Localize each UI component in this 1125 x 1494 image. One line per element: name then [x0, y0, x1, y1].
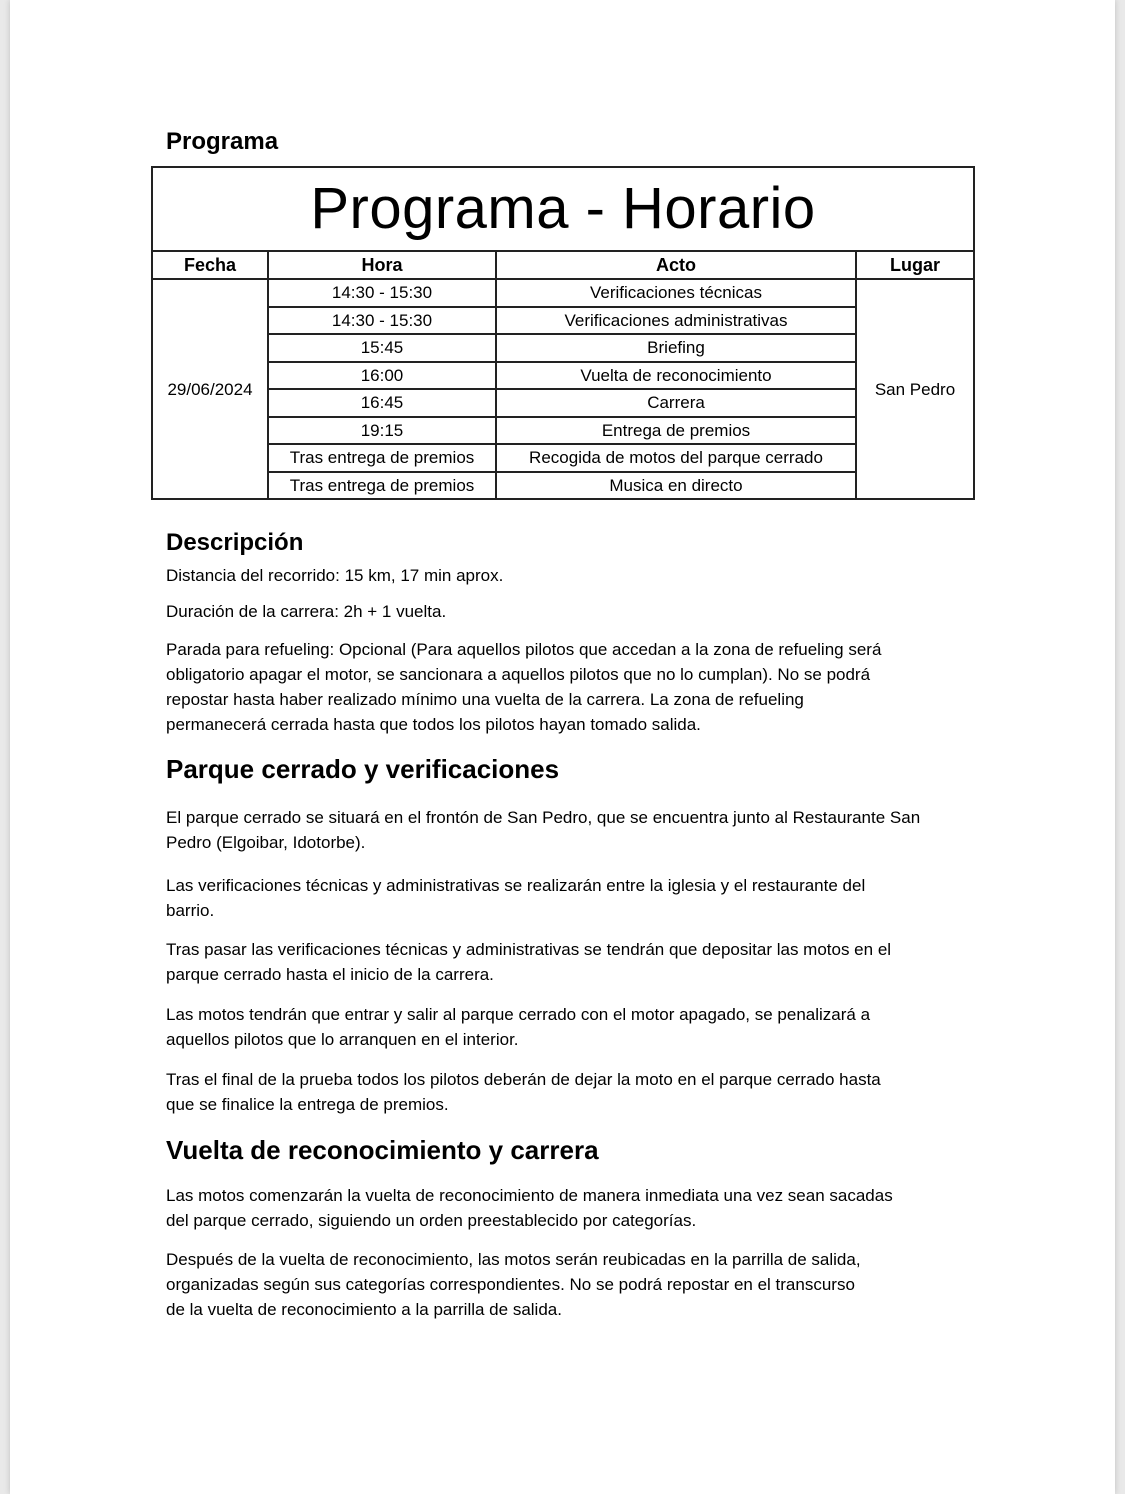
acto-cell: Carrera — [496, 389, 856, 417]
duracion-text: Duración de la carrera: 2h + 1 vuelta. — [166, 602, 447, 621]
text-line: Las verificaciones técnicas y administrativas se realizarán entre la iglesia y el restaurante del — [166, 876, 866, 895]
text-line: Después de la vuelta de reconocimiento, las motos serán reubicadas en la parrilla de salida, — [166, 1250, 861, 1269]
vuelta-paragraph-2 — [166, 1247, 986, 1322]
parque-paragraph-4 — [166, 1002, 986, 1052]
acto-cell: Vuelta de reconocimiento — [496, 362, 856, 390]
schedule-table — [151, 166, 975, 500]
text-line: Pedro (Elgoibar, Idotorbe). — [166, 833, 366, 852]
column-header-hora: Hora — [268, 251, 496, 279]
text-line: organizadas según sus categorías correspondientes. No se podrá repostar en el transcurso — [166, 1275, 855, 1294]
hora-cell: Tras entrega de premios — [268, 472, 496, 500]
text-line: repostar hasta haber realizado mínimo una vuelta de la carrera. La zona de refueling — [166, 690, 804, 709]
text-line: Tras el final de la prueba todos los pilotos deberán de dejar la moto en el parque cerrado hasta — [166, 1070, 881, 1089]
acto-cell: Verificaciones administrativas — [496, 307, 856, 335]
column-header-acto: Acto — [496, 251, 856, 279]
acto-cell: Recogida de motos del parque cerrado — [496, 444, 856, 472]
programa-heading: Programa — [166, 128, 279, 155]
parque-paragraph-1 — [166, 805, 986, 855]
acto-cell: Entrega de premios — [496, 417, 856, 445]
table-row — [152, 307, 974, 335]
parque-paragraph-5 — [166, 1067, 986, 1117]
descripcion-heading: Descripción — [166, 529, 304, 556]
table-row — [152, 472, 974, 500]
column-header-lugar: Lugar — [856, 251, 974, 279]
text-line: Las motos tendrán que entrar y salir al parque cerrado con el motor apagado, se penalizará a — [166, 1005, 871, 1024]
parque-paragraph-3 — [166, 937, 986, 987]
vuelta-heading: Vuelta de reconocimiento y carrera — [166, 1135, 599, 1165]
refueling-paragraph — [166, 637, 986, 737]
column-header-fecha: Fecha — [152, 251, 268, 279]
text-line: El parque cerrado se situará en el frontón de San Pedro, que se encuentra junto al Restaurante San — [166, 808, 921, 827]
table-row — [152, 279, 974, 307]
parque-heading: Parque cerrado y verificaciones — [166, 754, 560, 784]
text-line: barrio. — [166, 901, 215, 920]
hora-cell: 19:15 — [268, 417, 496, 445]
table-row — [152, 334, 974, 362]
table-row — [152, 444, 974, 472]
fecha-cell: 29/06/2024 — [152, 279, 268, 499]
hora-cell: 16:45 — [268, 389, 496, 417]
table-row — [152, 389, 974, 417]
text-line: de la vuelta de reconocimiento a la parrilla de salida. — [166, 1300, 562, 1319]
hora-cell: 14:30 - 15:30 — [268, 279, 496, 307]
hora-cell: 14:30 - 15:30 — [268, 307, 496, 335]
text-line: aquellos pilotos que lo arranquen en el interior. — [166, 1030, 519, 1049]
schedule-title: Programa - Horario — [152, 167, 974, 251]
acto-cell: Musica en directo — [496, 472, 856, 500]
text-line: parque cerrado hasta el inicio de la carrera. — [166, 965, 494, 984]
acto-cell: Briefing — [496, 334, 856, 362]
text-line: Las motos comenzarán la vuelta de reconocimiento de manera inmediata una vez sean sacadas — [166, 1186, 893, 1205]
text-line: que se finalice la entrega de premios. — [166, 1095, 449, 1114]
table-row — [152, 362, 974, 390]
hora-cell: 16:00 — [268, 362, 496, 390]
text-line: Parada para refueling: Opcional (Para aquellos pilotos que accedan a la zona de refueling será — [166, 640, 882, 659]
vuelta-paragraph-1 — [166, 1183, 986, 1233]
parque-paragraph-2 — [166, 873, 986, 923]
text-line: Tras pasar las verificaciones técnicas y administrativas se tendrán que depositar las motos en el — [166, 940, 892, 959]
text-line: del parque cerrado, siguiendo un orden preestablecido por categorías. — [166, 1211, 697, 1230]
document-page — [10, 0, 1115, 1494]
lugar-cell: San Pedro — [856, 279, 974, 499]
text-line: obligatorio apagar el motor, se sancionara a aquellos pilotos que no lo cumplan). No se podrá — [166, 665, 871, 684]
text-line: permanecerá cerrada hasta que todos los pilotos hayan tomado salida. — [166, 715, 701, 734]
distancia-text: Distancia del recorrido: 15 km, 17 min aprox. — [166, 566, 504, 585]
hora-cell: Tras entrega de premios — [268, 444, 496, 472]
table-row — [152, 417, 974, 445]
hora-cell: 15:45 — [268, 334, 496, 362]
acto-cell: Verificaciones técnicas — [496, 279, 856, 307]
